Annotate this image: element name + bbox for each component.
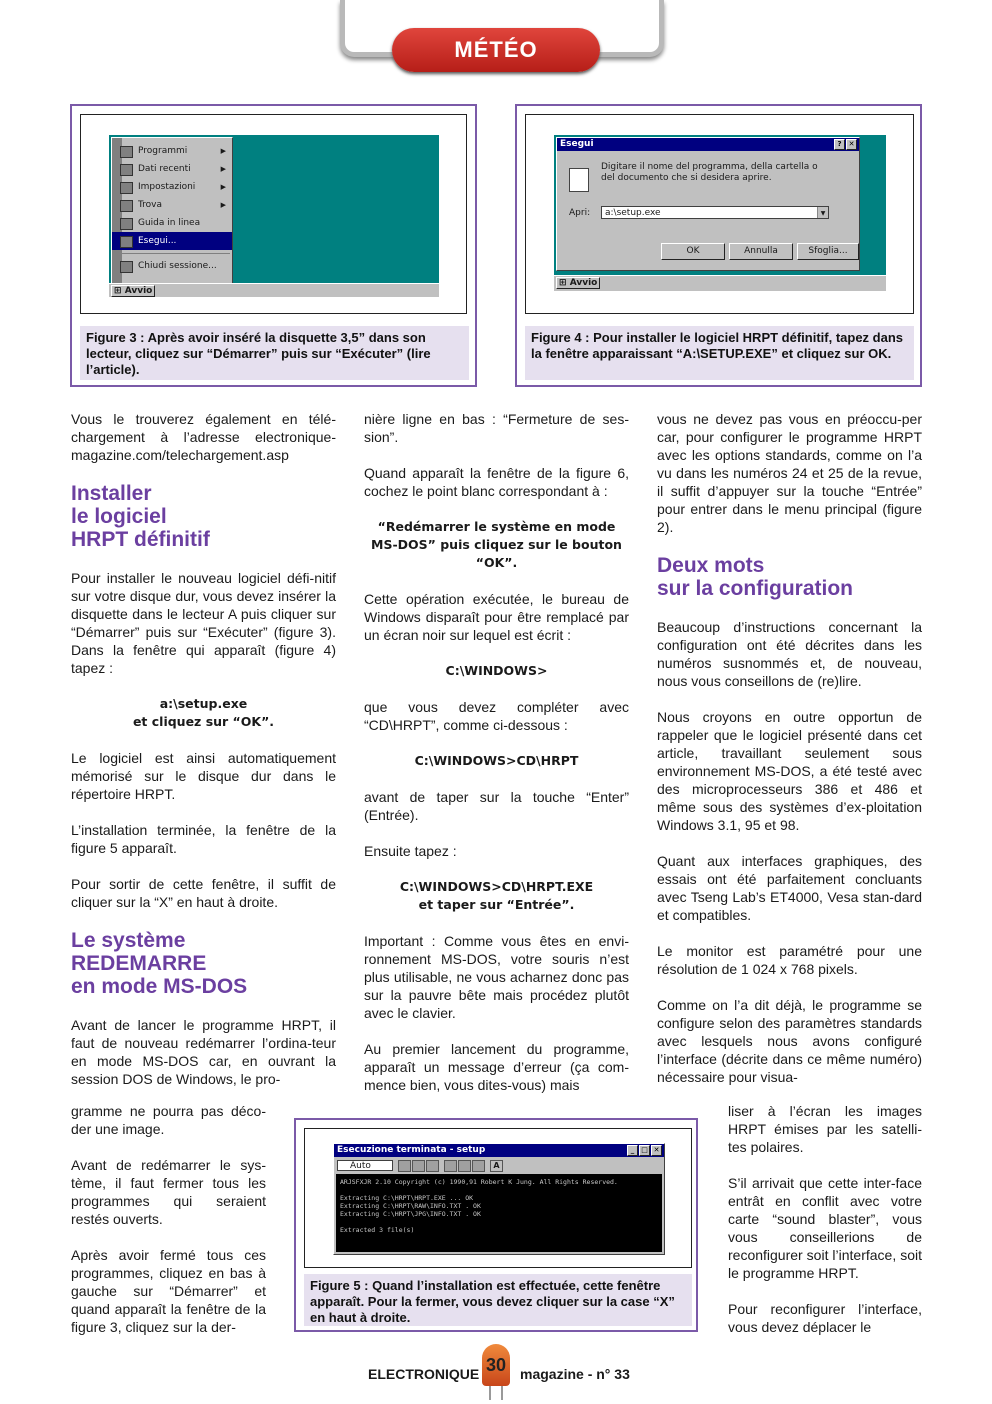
paragraph: que vous devez compléter avec “CD\HRPT”, comme ci-dessous : <box>364 699 629 733</box>
dialog-title: Esegui <box>560 139 594 149</box>
dropdown-arrow-icon[interactable]: ▼ <box>817 207 828 218</box>
dialog-prompt: Digitare il nome del programma, della cartella o del documento che si desidera aprire. <box>601 162 818 183</box>
help-button[interactable]: ? <box>834 139 845 150</box>
command-block <box>71 695 336 731</box>
taskbar <box>109 283 439 297</box>
fullscreen-icon[interactable] <box>444 1160 457 1172</box>
paragraph: nière ligne en bas : “Fermeture de ses-sion”. <box>364 411 629 445</box>
start-label: Avvio <box>124 286 153 296</box>
paragraph: Nous croyons en outre opportun de rappeler que le logiciel présenté dans cet article, travaillant seulement sous environnement MS-DOS, a été testé avec des microprocesseurs 386 et 486 et même sous des systèmes d’ex-ploitation Windows 3.1, 95 et 98. <box>657 709 922 833</box>
menu-item-dati-recenti[interactable] <box>112 160 232 178</box>
menu-item-guida[interactable] <box>112 214 232 232</box>
dos-window-title: Esecuzione terminata - setup <box>337 1145 486 1155</box>
menu-item-label: Dati recenti <box>138 164 191 174</box>
column-1 <box>71 410 336 1088</box>
settings-icon <box>120 182 133 194</box>
heading-line: en mode MS-DOS <box>71 975 248 998</box>
paragraph: L’installation terminée, la fenêtre de la figure 5 apparaît. <box>71 822 336 856</box>
paragraph: Le logiciel est ainsi automatiquement mémorisé sur le disque dur dans le répertoire HRPT. <box>71 750 336 802</box>
properties-icon[interactable] <box>458 1160 471 1172</box>
dos-titlebar <box>334 1144 664 1157</box>
figure-5 <box>294 1118 698 1332</box>
paragraph: Au premier lancement du programme, apparaît un message d’erreur (ça com-mence bien, vous dites-vous) mais <box>364 1041 629 1093</box>
paragraph: Pour installer le nouveau logiciel défi-nitif sur votre disque dur, vous devez insérer la disquette dans le lecteur A puis cliquer sur “Démarrer” puis sur “Exécuter” (figure 3). Dans la fenêtre qui apparaît (figure 4) tapez : <box>71 570 336 676</box>
paragraph: Beaucoup d’instructions concernant la configuration ont été décrites dans les numéros susnommés et, de nouveau, nous vous conseillons de (re)lire. <box>657 619 922 689</box>
command-block: “Redémarrer le système en mode MS-DOS” puis cliquez sur le bouton “OK”. <box>371 519 622 570</box>
run-dialog <box>556 137 860 271</box>
command-text: a:\setup.exe <box>159 696 248 711</box>
command-text: C:\WINDOWS>CD\HRPT.EXE <box>399 879 594 894</box>
dialog-titlebar <box>557 138 859 151</box>
help-icon <box>120 218 133 230</box>
command-block: C:\WINDOWS> <box>445 663 548 678</box>
figure-3 <box>70 104 477 387</box>
led-leg <box>501 1386 503 1400</box>
section-badge: MÉTÉO <box>392 28 600 72</box>
paragraph: S’il arrivait que cette inter-face entrât en conflit avec votre carte “sound blaster”, vous vous conseillerions de reconfigurer soit l’interface, soit le programme HRPT. <box>728 1175 922 1281</box>
chevron-right-icon: ▶ <box>220 147 226 155</box>
heading-line: HRPT définitif <box>71 528 210 551</box>
minimize-button[interactable]: _ <box>627 1145 638 1156</box>
command-text: et taper sur “Entrée”. <box>418 897 575 912</box>
figure-4-screenshot <box>525 114 914 314</box>
dos-toolbar <box>398 1160 518 1171</box>
heading-restart <box>71 929 336 998</box>
paragraph: Vous le trouverez également en télé-chargement à l’adresse electronique-magazine.com/telechargement.asp <box>71 411 336 463</box>
open-label: Apri: <box>569 208 591 218</box>
column-2 <box>364 410 629 1094</box>
dos-window <box>333 1143 665 1255</box>
paragraph: avant de taper sur la touche “Enter” (Entrée). <box>364 789 629 823</box>
figure-4 <box>515 104 922 387</box>
paste-icon[interactable] <box>426 1160 439 1172</box>
menu-item-label: Chiudi sessione... <box>138 261 217 271</box>
heading-line: Deux mots <box>657 554 765 577</box>
heading-line: Le système <box>71 929 186 952</box>
start-button[interactable]: ⊞ Avvio <box>111 285 155 297</box>
command-block: C:\WINDOWS>CD\HRPT <box>414 753 579 768</box>
figure-3-screenshot <box>80 114 467 314</box>
figure-3-caption: Figure 3 : Après avoir inséré la disquette 3,5” dans son lecteur, cliquez sur “Démarrer” puis sur “Exécuter” (lire l’article). <box>80 326 469 380</box>
paragraph: Comme on l’a dit déjà, le programme se configure selon des paramètres standards avec lesquels nous avons configuré l’interface (décrite dans ce même numéro) nécessaire pour visua- <box>657 997 922 1085</box>
paragraph: Pour reconfigurer l’interface, vous devez déplacer le <box>728 1301 922 1335</box>
paragraph: Ensuite tapez : <box>364 843 457 859</box>
heading-line: REDEMARRE <box>71 952 207 975</box>
paragraph: Le monitor est paramétré pour une résolution de 1 024 x 768 pixels. <box>657 943 922 977</box>
footer-magazine-right: magazine - n° 33 <box>520 1366 630 1382</box>
column-1-narrow <box>71 1102 266 1336</box>
dos-console-output: ARJSFXJR 2.10 Copyright (c) 1990,91 Robert K Jung. All Rights Reserved. Extracting C:\HRPT\HRPT.EXE ... OK Extracting C:\HRPT\RAW\INFO.TXT . OK Extracting C:\HRPT\JPG\INFO.TXT . OK Extracted 3 file(s) <box>336 1174 662 1252</box>
ok-button[interactable]: OK <box>661 243 725 260</box>
paragraph: Quant aux interfaces graphiques, des essais ont été parfaitement concluants avec Tseng Lab’s ET4000, Vesa stan-dard et compatibles. <box>657 853 922 923</box>
footer-magazine-left: ELECTRONIQUE <box>368 1366 480 1382</box>
chevron-right-icon: ▶ <box>220 165 226 173</box>
heading-install <box>71 482 336 551</box>
paragraph: Après avoir fermé tous ces programmes, cliquez en bas à gauche sur “Démarrer” et quand apparaît la fenêtre de la figure 3, cliquez sur la der- <box>71 1247 266 1335</box>
font-size-value: Auto <box>350 1161 371 1171</box>
chevron-right-icon: ▶ <box>220 201 226 209</box>
heading-config <box>657 554 922 600</box>
shutdown-icon <box>120 261 133 273</box>
cancel-button[interactable]: Annulla <box>729 243 793 260</box>
start-label: Avvio <box>569 278 598 288</box>
close-button[interactable]: ✕ <box>846 139 857 150</box>
menu-item-impostazioni[interactable] <box>112 178 232 196</box>
paragraph: vous ne devez pas vous en préoccu-per car, pour configurer le programme HRPT avec les options standards, comme on l’a vu dans les numéros 24 et 25 de la revue, il suffit d’appuyer sur la touche “Entrée” pour entrer dans le menu principal (figure 2). <box>657 411 922 535</box>
paragraph: Avant de redémarrer le sys-tème, il faut fermer tous les programmes qui seraient restés ouverts. <box>71 1157 266 1227</box>
background-icon[interactable] <box>472 1160 485 1172</box>
start-button[interactable]: ⊞ Avvio <box>556 277 600 289</box>
column-3-narrow <box>728 1102 922 1336</box>
chevron-right-icon: ▶ <box>220 183 226 191</box>
paragraph: Important : Comme vous êtes en envi-ronnement MS-DOS, votre souris n’est plus utilisable, ne vous acharnez donc pas sur la pauvre bête mais procédez plutôt avec le clavier. <box>364 933 629 1021</box>
paragraph: Avant de lancer le programme HRPT, il faut de nouveau redémarrer l’ordina-teur en mode MS-DOS car, en ouvrant la session DOS de Windows, le pro- <box>71 1017 336 1087</box>
font-icon[interactable]: A <box>490 1160 503 1172</box>
heading-line: sur la configuration <box>657 577 854 600</box>
paragraph: Pour sortir de cette fenêtre, il suffit de cliquer sur la “X” en haut à droite. <box>71 876 336 910</box>
menu-item-label: Trova <box>138 200 163 210</box>
maximize-button[interactable]: □ <box>639 1145 650 1156</box>
find-icon <box>120 200 133 212</box>
menu-item-chiudi-sessione[interactable] <box>112 257 232 275</box>
menu-divider <box>114 253 230 254</box>
column-3 <box>657 410 922 1086</box>
figure-5-caption: Figure 5 : Quand l’installation est effectuée, cette fenêtre apparaît. Pour la fermer, vous devez cliquer sur la case “X” en haut à droite. <box>304 1274 692 1326</box>
command-block <box>364 878 629 914</box>
browse-button[interactable]: Sfoglia... <box>797 243 859 260</box>
menu-item-label: Impostazioni <box>138 182 196 192</box>
figure-4-caption: Figure 4 : Pour installer le logiciel HRPT définitif, tapez dans la fenêtre apparaissant “A:\SETUP.EXE” et cliquez sur OK. <box>525 326 914 380</box>
menu-item-esegui[interactable] <box>112 232 232 250</box>
page-number-led: 30 <box>482 1344 510 1386</box>
menu-item-programmi[interactable] <box>112 142 232 160</box>
copy-icon[interactable] <box>412 1160 425 1172</box>
run-icon <box>569 168 589 192</box>
command-text: et cliquez sur “OK”. <box>132 714 275 729</box>
paragraph: Quand apparaît la fenêtre de la figure 6, cochez le point blanc correspondant à : <box>364 465 629 499</box>
heading-line: le logiciel <box>71 505 167 528</box>
open-input[interactable] <box>601 206 829 219</box>
figure-5-screenshot <box>304 1128 692 1268</box>
close-button[interactable]: ✕ <box>651 1145 662 1156</box>
menu-item-label: Guida in linea <box>138 218 201 228</box>
start-menu <box>111 137 233 285</box>
menu-item-trova[interactable] <box>112 196 232 214</box>
run-icon <box>120 236 133 248</box>
mark-icon[interactable] <box>398 1160 411 1172</box>
open-input-value: a:\setup.exe <box>605 208 661 218</box>
font-size-select[interactable] <box>337 1160 393 1171</box>
menu-item-label: Programmi <box>138 146 188 156</box>
documents-icon <box>120 164 133 176</box>
paragraph: Cette opération exécutée, le bureau de Windows disparaît pour être remplacé par un écran noir sur lequel est écrit : <box>364 591 629 643</box>
menu-item-label: Esegui... <box>138 236 177 246</box>
paragraph: liser à l’écran les images HRPT émises par les satelli-tes polaires. <box>728 1103 922 1155</box>
heading-line: Installer <box>71 482 152 505</box>
paragraph: gramme ne pourra pas déco-der une image. <box>71 1103 266 1137</box>
taskbar <box>554 275 886 291</box>
led-leg <box>489 1386 491 1400</box>
folder-icon <box>120 146 133 158</box>
